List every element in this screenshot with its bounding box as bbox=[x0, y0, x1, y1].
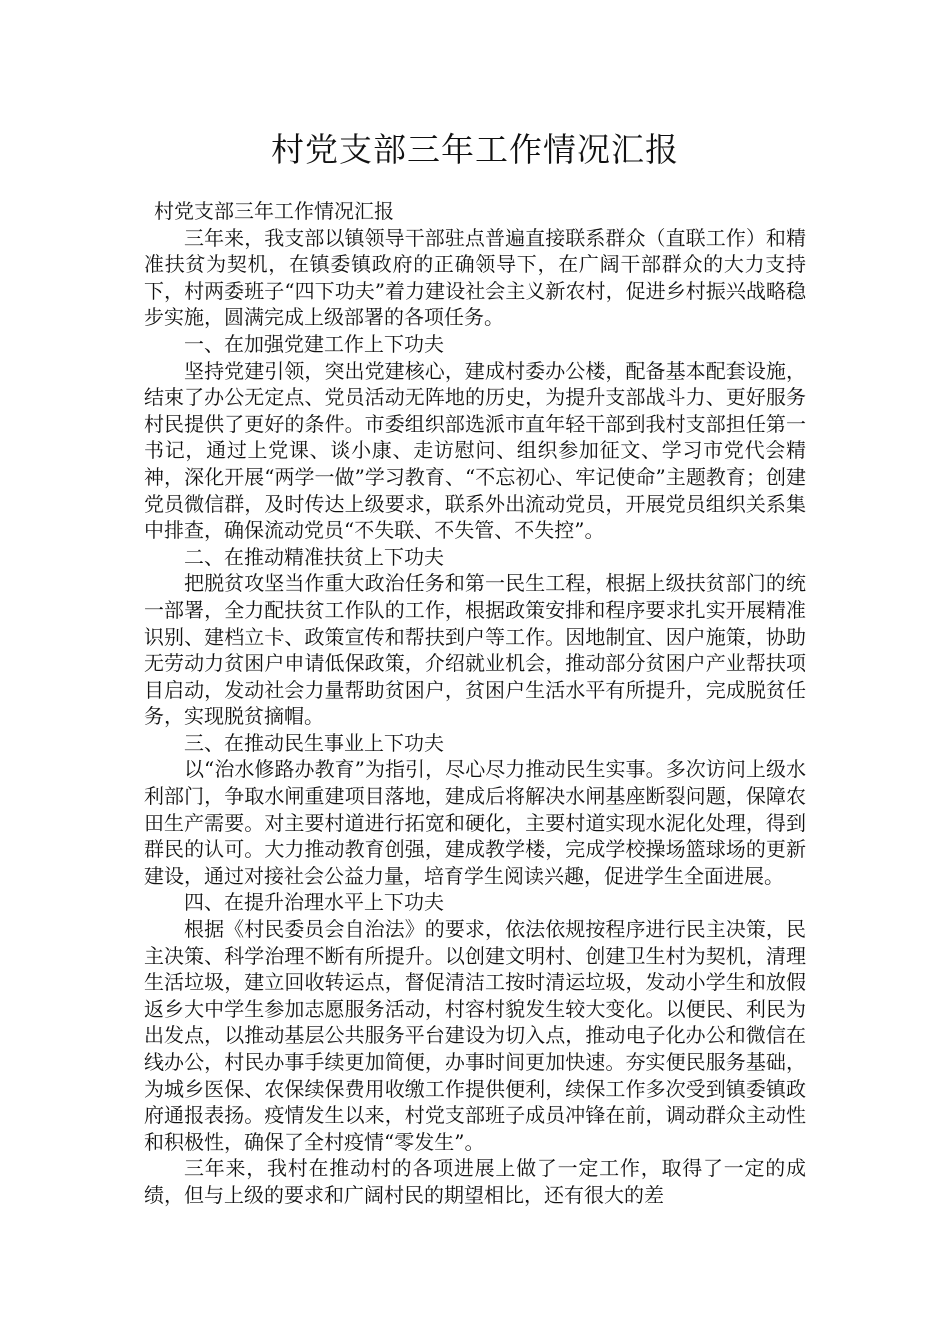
section-heading-party-building: 一、在加强党建工作上下功夫 bbox=[184, 331, 444, 356]
section-heading-livelihood: 三、在推动民生事业上下功夫 bbox=[184, 730, 444, 755]
conclusion-paragraph: 三年来，我村在推动村的各项进展上做了一定工作，取得了一定的成绩，但与上级的要求和广阔村民的期望相比，还有很大的差 bbox=[144, 1156, 806, 1207]
document-body bbox=[144, 198, 806, 1209]
section-heading-poverty-alleviation: 二、在推动精准扶贫上下功夫 bbox=[184, 544, 444, 569]
document-subtitle: 村党支部三年工作情况汇报 bbox=[154, 199, 394, 223]
intro-paragraph: 三年来，我支部以镇领导干部驻点普遍直接联系群众（直联工作）和精准扶贫为契机，在镇委镇政府的正确领导下，在广阔干部群众的大力支持下，村两委班子“四下功夫”着力建设社会主义新农村，促进乡村振兴战略稳步实施，圆满完成上级部署的各项任务。 bbox=[144, 225, 806, 330]
section-heading-governance: 四、在提升治理水平上下功夫 bbox=[184, 890, 444, 915]
section-body-party-building: 坚持党建引领，突出党建核心，建成村委办公楼，配备基本配套设施，结束了办公无定点、党员活动无阵地的历史，为提升支部战斗力、更好服务村民提供了更好的条件。市委组织部选派市直年轻干部到我村支部担任第一书记，通过上党课、谈小康、走访慰问、组织参加征文、学习市党代会精神，深化开展“两学一做”学习教育、“不忘初心、牢记使命”主题教育；创建党员微信群，及时传达上级要求，联系外出流动党员，开展党员组织关系集中排查，确保流动党员“不失联、不失管、不失控”。 bbox=[144, 358, 806, 543]
document-title: 村党支部三年工作情况汇报 bbox=[271, 130, 679, 169]
section-body-poverty-alleviation: 把脱贫攻坚当作重大政治任务和第一民生工程，根据上级扶贫部门的统一部署，全力配扶贫工作队的工作，根据政策安排和程序要求扎实开展精准识别、建档立卡、政策宣传和帮扶到户等工作。因地制宜、因户施策，协助无劳动力贫困户申请低保政策，介绍就业机会，推动部分贫困户产业帮扶项目启动，发动社会力量帮助贫困户，贫困户生活水平有所提升，完成脱贫任务，实现脱贫摘帽。 bbox=[144, 571, 806, 729]
section-body-governance: 根据《村民委员会自治法》的要求，依法依规按程序进行民主决策，民主决策、科学治理不断有所提升。以创建文明村、创建卫生村为契机，清理生活垃圾，建立回收转运点，督促清洁工按时清运垃圾，发动小学生和放假返乡大中学生参加志愿服务活动，村容村貌发生较大变化。以便民、利民为出发点，以推动基层公共服务平台建设为切入点，推动电子化办公和微信在线办公，村民办事手续更加简便，办事时间更加快速。夯实便民服务基础，为城乡医保、农保续保费用收缴工作提供便利，续保工作多次受到镇委镇政府通报表扬。疫情发生以来，村党支部班子成员冲锋在前，调动群众主动性和积极性，确保了全村疫情“零发生”。 bbox=[144, 917, 806, 1154]
section-body-livelihood: 以“治水修路办教育”为指引，尽心尽力推动民生实事。多次访问上级水利部门，争取水闸重建项目落地，建成后将解决水闸基座断裂问题，保障农田生产需要。对主要村道进行拓宽和硬化，主要村道实现水泥化处理，得到群民的认可。大力推动教育创强，建成教学楼，完成学校操场篮球场的更新建设，通过对接社会公益力量，培育学生阅读兴趣，促进学生全面进展。 bbox=[144, 757, 806, 888]
